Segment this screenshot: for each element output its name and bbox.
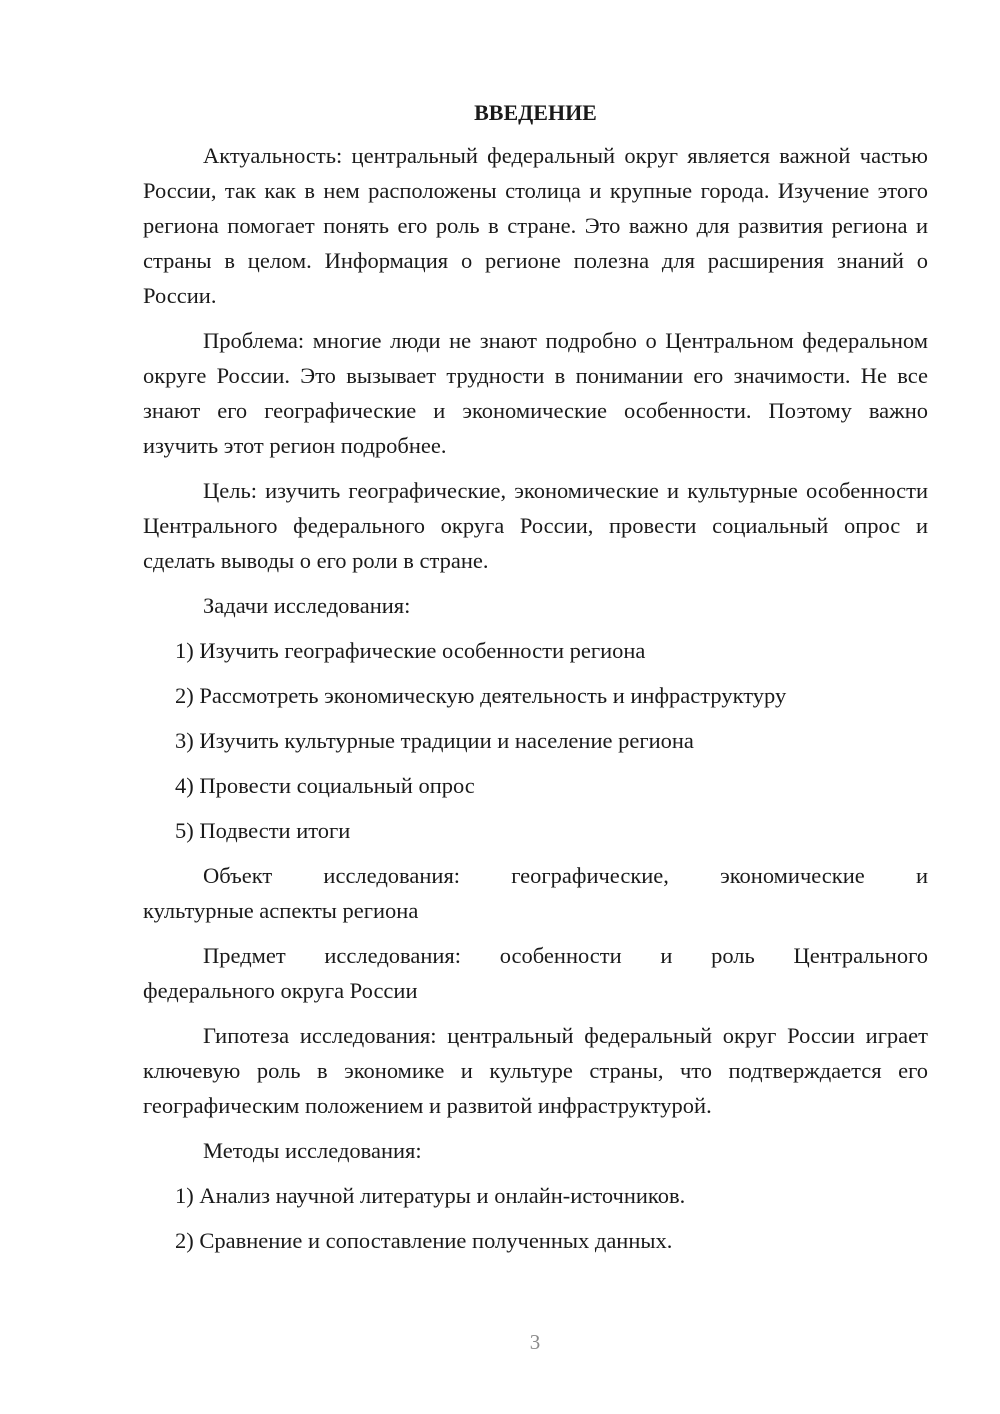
task-item: 1) Изучить географические особенности региона — [175, 638, 646, 663]
method-item: 1) Анализ научной литературы и онлайн-источников. — [175, 1183, 686, 1208]
subject-line: Предмет исследования: особенности и роль Центрального — [203, 943, 928, 968]
document-page — [143, 95, 928, 1268]
task-item: 5) Подвести итоги — [175, 818, 351, 843]
subject-line: федерального округа России — [143, 978, 418, 1003]
task-item: 3) Изучить культурные традиции и население региона — [175, 728, 694, 753]
page-number: 3 — [529, 1330, 541, 1354]
goal-paragraph: Цель: изучить географические, экономические и культурные особенности Центрального федерального округа России, провести социальный опрос и сделать выводы о его роли в стране. — [143, 478, 928, 573]
hypothesis-paragraph: Гипотеза исследования: центральный федеральный округ России играет ключевую роль в экономике и культуре страны, что подтверждается его географическим положением и развитой инфраструктурой. — [143, 1023, 928, 1118]
object-line: Объект исследования: географические, экономические и — [203, 863, 928, 888]
task-item: 4) Провести социальный опрос — [175, 773, 475, 798]
method-item: 2) Сравнение и сопоставление полученных данных. — [175, 1228, 673, 1253]
tasks-heading: Задачи исследования: — [203, 593, 411, 618]
problem-paragraph: Проблема: многие люди не знают подробно о Центральном федеральном округе России. Это вызывает трудности в понимании его значимости. Не все знают его географические и экономические особенности. Поэтому важно изучить этот регион подробнее. — [143, 328, 928, 458]
section-heading: ВВЕДЕНИЕ — [474, 100, 597, 125]
methods-heading: Методы исследования: — [203, 1138, 422, 1163]
object-paragraph — [143, 858, 928, 928]
object-line: культурные аспекты региона — [143, 898, 419, 923]
subject-paragraph — [143, 938, 928, 1008]
task-item: 2) Рассмотреть экономическую деятельность и инфраструктуру — [175, 683, 787, 708]
relevance-paragraph: Актуальность: центральный федеральный округ является важной частью России, так как в нем расположены столица и крупные города. Изучение этого региона помогает понять его роль в стране. Это важно для развития региона и страны в целом. Информация о регионе полезна для расширения знаний о России. — [143, 143, 928, 308]
